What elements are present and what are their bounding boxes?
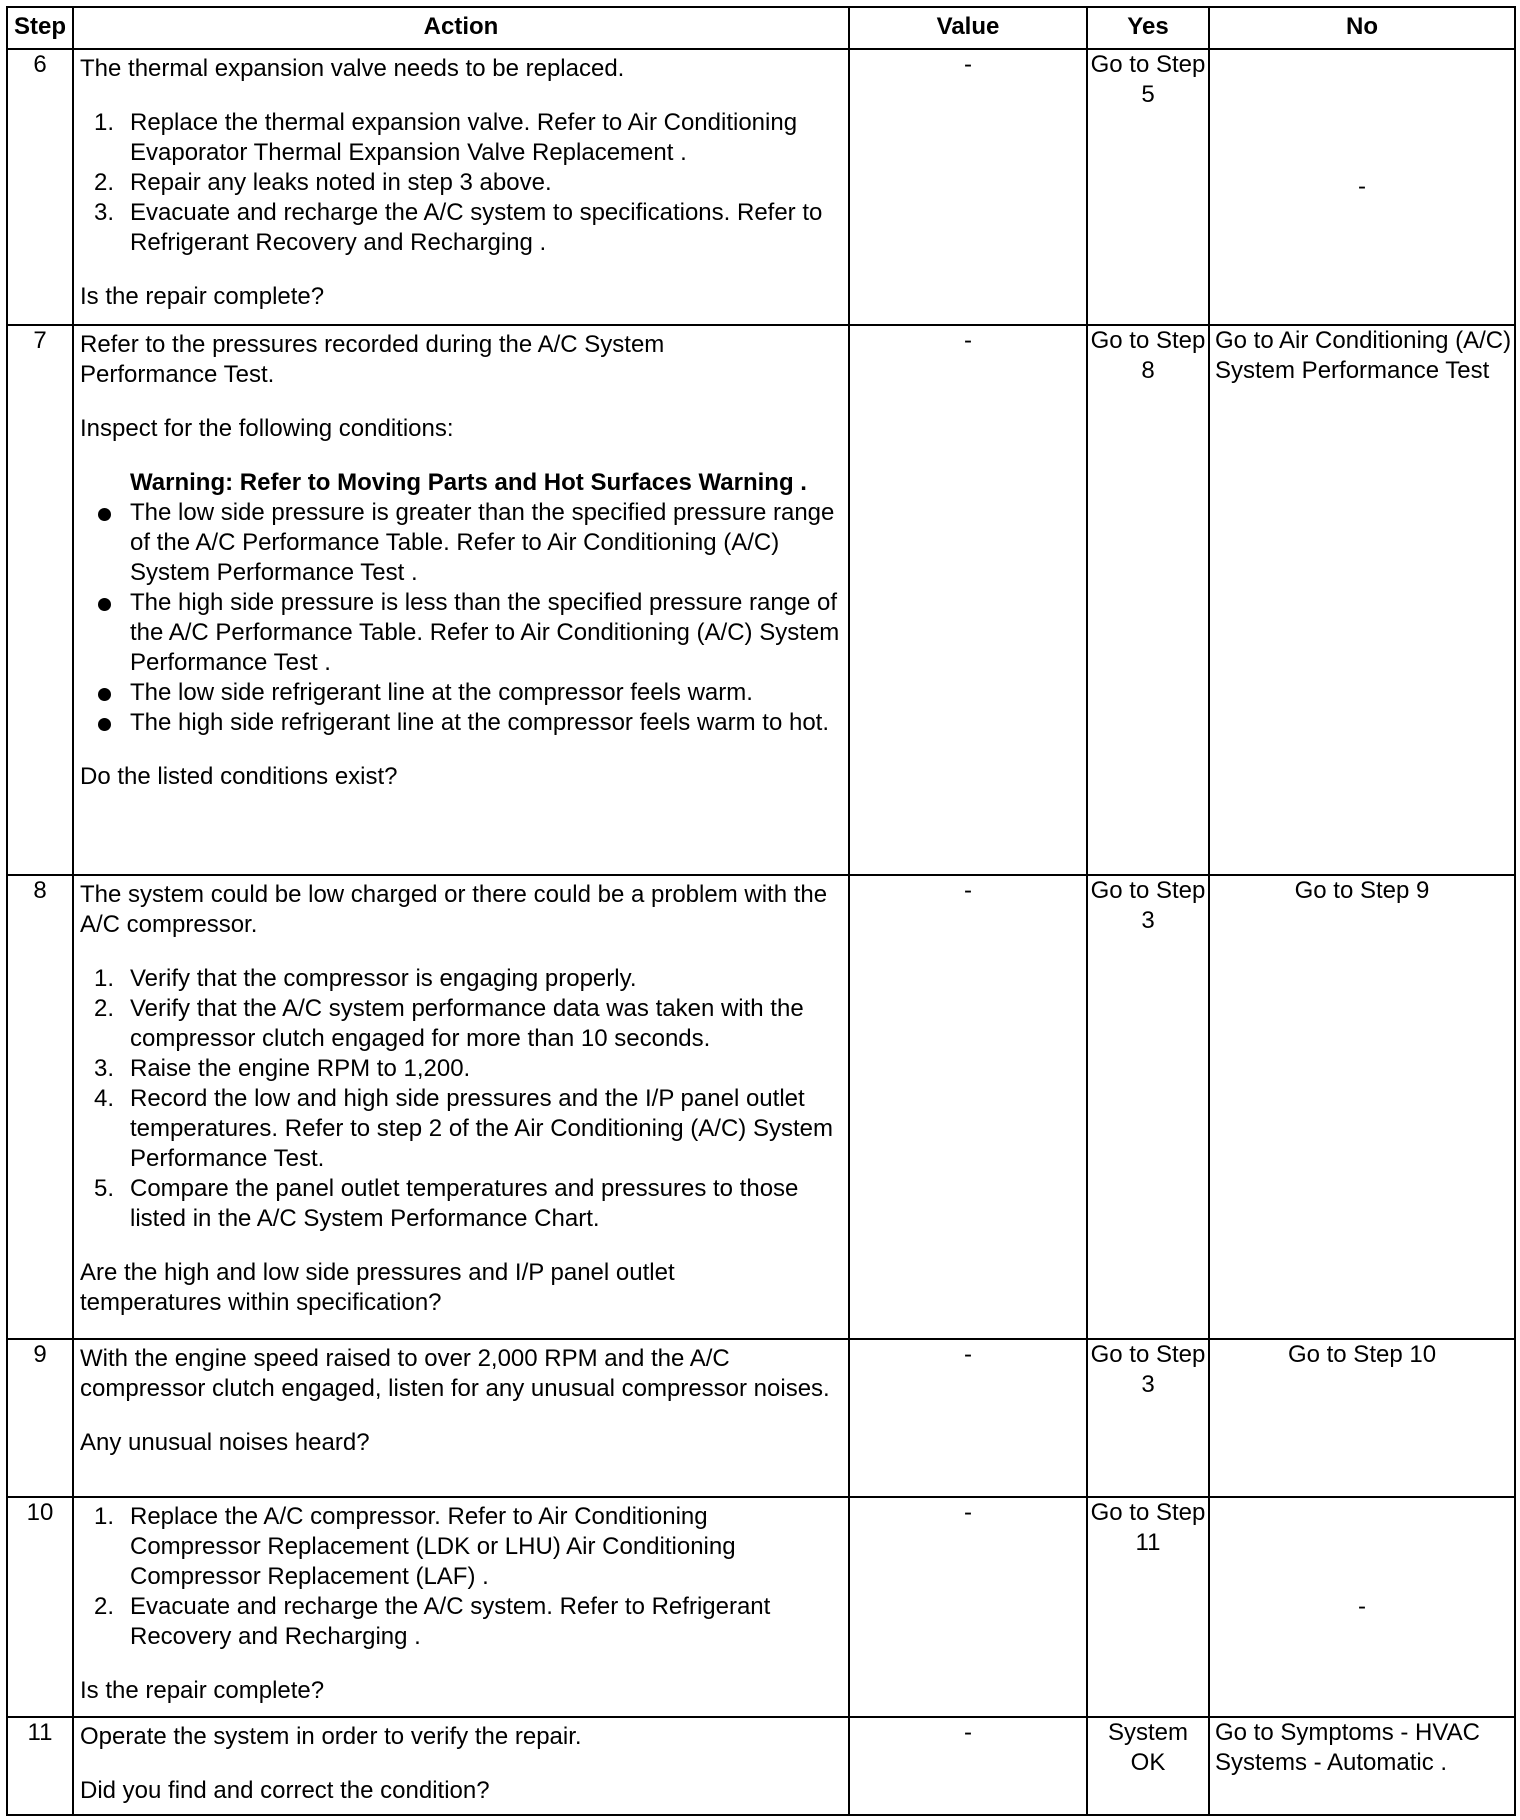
action-question: Did you find and correct the condition? [80,1777,490,1804]
action-steps [80,108,842,258]
list-item: 3. Evacuate and recharge the A/C system to specifications. Refer to Refrigerant Recovery and Recharging . [94,199,823,256]
yes-result: Go to Step 5 [1087,49,1209,325]
bullet-icon [98,598,111,611]
list-item: 2. Evacuate and recharge the A/C system. Refer to Refrigerant Recovery and Recharging . [94,1593,771,1650]
action-cell [73,875,849,1339]
no-result: Go to Step 10 [1209,1339,1515,1497]
list-item: 2. Verify that the A/C system performance data was taken with the compressor clutch engaged for more than 10 seconds. [94,995,804,1052]
step-number: 9 [7,1339,73,1497]
table-row [7,875,1515,1339]
table-row [7,49,1515,325]
step-number: 8 [7,875,73,1339]
action-cell [73,49,849,325]
action-cell [73,1497,849,1717]
list-item: 1. Replace the thermal expansion valve. Refer to Air Conditioning Evaporator Thermal Expansion Valve Replacement . [94,109,798,166]
table-row [7,325,1515,875]
action-question: Is the repair complete? [80,1677,325,1704]
no-result: Go to Step 9 [1209,875,1515,1339]
no-result: Go to Symptoms - HVAC Systems - Automatic . [1209,1717,1515,1815]
list-item: The high side pressure is less than the specified pressure range of the A/C Performance Table. Refer to Air Conditioning (A/C) System Performance Test . [80,588,842,678]
yes-result: Go to Step 11 [1087,1497,1209,1717]
value-cell: - [849,875,1087,1339]
list-item: 1. Replace the A/C compressor. Refer to Air Conditioning Compressor Replacement (LDK or LHU) Air Conditioning Compressor Replacement (LAF) . [94,1503,736,1590]
list-item: 1. Verify that the compressor is engaging properly. [94,965,637,992]
table-row [7,1497,1515,1717]
action-intro: Refer to the pressures recorded during the A/C System Performance Test. [80,331,665,388]
header-step: Step [7,7,73,49]
bullet-icon [98,508,111,521]
yes-result: Go to Step 3 [1087,1339,1209,1497]
action-intro-2: Inspect for the following conditions: [80,415,454,442]
value-cell: - [849,1339,1087,1497]
condition-list [80,498,842,738]
list-item: 2. Repair any leaks noted in step 3 above. [94,169,552,196]
action-cell [73,1717,849,1815]
diagnostic-table [6,6,1516,1816]
warning-note: Warning: Refer to Moving Parts and Hot Surfaces Warning . [130,469,807,496]
action-steps [80,964,842,1234]
yes-result: System OK [1087,1717,1209,1815]
list-item: 4. Record the low and high side pressures and the I/P panel outlet temperatures. Refer to step 2 of the Air Conditioning (A/C) System Performance Test. [94,1085,833,1172]
action-intro: The thermal expansion valve needs to be replaced. [80,55,625,82]
header-no: No [1209,7,1515,49]
step-number: 7 [7,325,73,875]
header-row [7,7,1515,49]
value-cell: - [849,1497,1087,1717]
action-cell [73,325,849,875]
bullet-icon [98,688,111,701]
list-item: The low side refrigerant line at the compressor feels warm. [80,678,842,708]
action-intro: The system could be low charged or there could be a problem with the A/C compressor. [80,881,828,938]
header-action: Action [73,7,849,49]
action-question: Any unusual noises heard? [80,1429,370,1456]
action-steps [80,1502,842,1652]
step-number: 10 [7,1497,73,1717]
step-number: 11 [7,1717,73,1815]
yes-result: Go to Step 8 [1087,325,1209,875]
header-yes: Yes [1087,7,1209,49]
action-intro: Operate the system in order to verify the repair. [80,1723,582,1750]
list-item: The low side pressure is greater than the specified pressure range of the A/C Performance Table. Refer to Air Conditioning (A/C) System Performance Test . [80,498,842,588]
action-question: Do the listed conditions exist? [80,763,398,790]
list-item: 5. Compare the panel outlet temperatures and pressures to those listed in the A/C System Performance Chart. [94,1175,799,1232]
action-question: Are the high and low side pressures and I/P panel outlet temperatures within specification? [80,1259,675,1316]
no-result: Go to Air Conditioning (A/C) System Performance Test [1209,325,1515,875]
action-intro: With the engine speed raised to over 2,000 RPM and the A/C compressor clutch engaged, listen for any unusual compressor noises. [80,1345,830,1402]
step-number: 6 [7,49,73,325]
header-value: Value [849,7,1087,49]
no-result: - [1209,1497,1515,1717]
yes-result: Go to Step 3 [1087,875,1209,1339]
action-question: Is the repair complete? [80,283,325,310]
value-cell: - [849,1717,1087,1815]
value-cell: - [849,49,1087,325]
list-item: The high side refrigerant line at the compressor feels warm to hot. [80,708,842,738]
action-cell [73,1339,849,1497]
value-cell: - [849,325,1087,875]
diagnostic-page [6,6,1514,1816]
table-row [7,1339,1515,1497]
bullet-icon [98,718,111,731]
table-row [7,1717,1515,1815]
list-item: 3. Raise the engine RPM to 1,200. [94,1055,471,1082]
no-result: - [1209,49,1515,325]
